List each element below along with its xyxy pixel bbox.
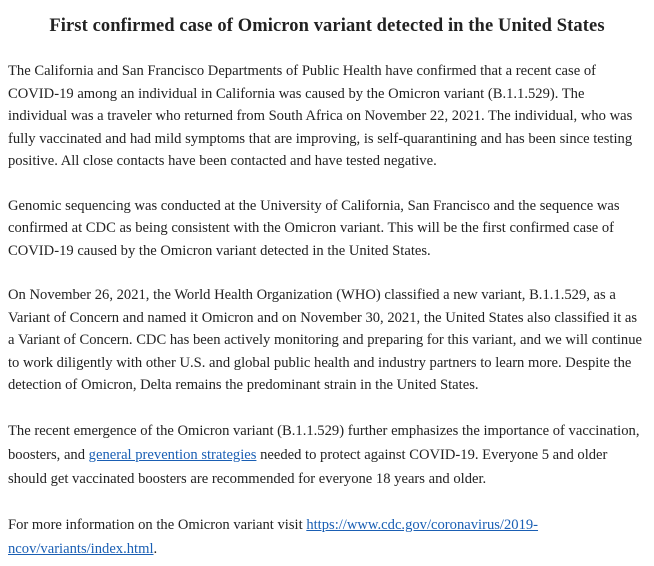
article-title: First confirmed case of Omicron variant detected in the United States bbox=[49, 16, 605, 36]
paragraph-case-confirmed: The California and San Francisco Departments of Public Health have confirmed that a recent case of COVID-19 among an individual in California was caused by the Omicron variant (B.1.1.529). The individual was a traveler who returned from South Africa on November 22, 2021. The individual, who was fully vaccinated and had mild symptoms that are improving, is self-quarantining and has been since testing positive. All close contacts have been contacted and have tested negative. bbox=[8, 63, 633, 169]
paragraph-more-info bbox=[8, 513, 646, 561]
paragraph-genomic-sequencing: Genomic sequencing was conducted at the University of California, San Francisco and the sequence was confirmed at CDC as being consistent with the Omicron variant. This will be the first confirmed case of COVID-19 caused by the Omicron variant detected in the United States. bbox=[8, 197, 620, 259]
prevention-strategies-link[interactable]: general prevention strategies bbox=[88, 446, 257, 463]
more-info-text-after: . bbox=[153, 540, 158, 557]
prevention-text-after: needed to protect against COVID-19. Everyone 5 and older should get vaccinated boosters are recommended for everyone 18 years and older. bbox=[8, 446, 608, 487]
cdc-variants-link[interactable]: https://www.cdc.gov/coronavirus/2019-ncov/variants/index.html bbox=[8, 516, 539, 557]
paragraph-who-classification: On November 26, 2021, the World Health Organization (WHO) classified a new variant, B.1.1.529, as a Variant of Concern and named it Omicron and on November 30, 2021, the United States also classified it as a Variant of Concern. CDC has been actively monitoring and preparing for this variant, and we will continue to work diligently with other U.S. and global public health and industry partners to learn more. Despite the detection of Omicron, Delta remains the predominant strain in the United States. bbox=[8, 287, 642, 393]
prevention-text-before: The recent emergence of the Omicron variant (B.1.1.529) further emphasizes the importance of vaccination, boosters, and bbox=[8, 422, 640, 463]
more-info-text-before: For more information on the Omicron variant visit bbox=[8, 516, 307, 533]
paragraph-prevention bbox=[8, 419, 646, 491]
